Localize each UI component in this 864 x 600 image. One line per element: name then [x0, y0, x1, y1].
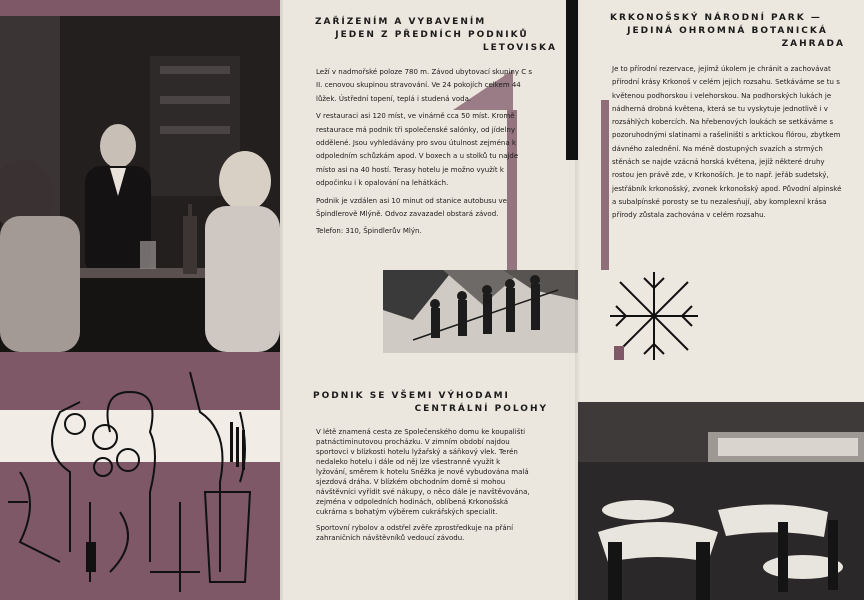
section3-heading-line3: ZAHRADA	[781, 39, 845, 49]
section1-heading	[307, 16, 557, 55]
section1-paragraph-1: Leží v nadmořské poloze 780 m. Závod ubytovací skupiny C s II. cenovou skupinou stravování. Ve 24 pokojích celkem 44 lůžek. Ústřední topení, teplá i studená voda.	[316, 68, 532, 103]
snowflake-star-ornament-icon	[606, 268, 702, 364]
section1-heading-line3: LETOVISKA	[482, 43, 557, 53]
section1-heading-line2: JEDEN Z PŘEDNÍCH PODNIKŮ	[335, 30, 529, 40]
section3-heading	[610, 12, 845, 51]
section3-heading-line2: JEDINÁ OHROMNÁ BOTANICKÁ	[627, 26, 828, 36]
section3-body: Je to přírodní rezervace, jejímž úkolem je chránit a zachovávat přírodní krásy Krkonoš v celém jejich rozsahu. Setkáváme se tu s květenou podhorskou i velehorskou. Na podhorských lukách je nádherná drobná květena, která se tu vyskytuje jednotlivě i v rozsáhlých kobercích. Na hřebenových loukách se setkáváme s pozoruhodnými slatinami a rašeliništi s arktickou flórou, zbytkem dávného zalednění. Na méně dostupných svazích a strmých stěnách se najde vzácná horská květena, jejíž některé druhy rostou jen právě zde, v Krkonoších. Je to např. jeřáb sudetský, jestřábník krkonošský, zvonek krkonošský apod. Původní alpinské a subalpínské porosty se tu nezalesňují, aby komplexní krása přírody zůstala zachována v celém rozsahu.	[612, 65, 842, 220]
section1-body	[316, 66, 534, 243]
section2-heading-line2: CENTRÁLNÍ POLOHY	[414, 404, 548, 414]
bottles-and-glasses-illustration	[0, 352, 280, 600]
left-panel	[0, 0, 280, 600]
section1-heading-line1: ZAŘÍZENÍM A VYBAVENÍM	[315, 17, 487, 27]
section2-heading	[313, 390, 548, 416]
section2-body	[316, 427, 531, 549]
mauve-vertical-bar	[601, 100, 609, 270]
restaurant-photo	[578, 402, 864, 600]
middle-panel	[283, 0, 578, 600]
skiers-photo-illustration	[383, 270, 578, 353]
section3-heading-line1: KRKONOŠSKÝ NÁRODNÍ PARK —	[610, 13, 822, 23]
fold-line-2	[575, 0, 581, 600]
bar-photo	[0, 16, 280, 352]
section2-paragraph-1: V létě znamená cesta ze Společenského domu ke koupališti patnáctiminutovou procházku. V zimním období najdou sportovci v blízkosti hotelu lyžařský a sáňkový vlek. Terén nedaleko hotelu i dále od něj lze všestranně využít k lyžování, směrem k hotelu Sněžka je nově vybudována malá sjezdová dráha. V blízkém obchodním domě si mohou návštěvníci vyřídit své nákupy, o něco dále je navštěvována, zejména v odpoledních hodinách, oblíbená Krkonošská cukrárna s bohatým výběrem cukrářských specialit.	[316, 428, 530, 516]
section2-paragraph-2: Sportovní rybolov a odstřel zvěře zprostředkuje na přání zahraničních návštěvníků vedoucí závodu.	[316, 524, 514, 542]
section1-paragraph-4: Telefon: 310, Špindlerův Mlýn.	[316, 227, 422, 236]
skiers-photo	[383, 270, 578, 353]
bar-photo-illustration	[0, 16, 280, 352]
right-panel	[578, 0, 864, 600]
restaurant-photo-illustration	[578, 402, 864, 600]
section2-heading-line1: PODNIK SE VŠEMI VÝHODAMI	[313, 391, 510, 401]
section1-paragraph-2: V restauraci asi 120 míst, ve vinárně cca 50 míst. Kromě restaurace má podnik tři společenské salónky, od jídelny oddělené. Jsou vyhledávány pro svou útulnost zejména k odpoledním schůzkám apod. V boxech a u stolků tu najde místo asi na 40 hostí. Terasy hotelu je možno využít k odpočinku i k opalování na lehátkách.	[316, 112, 519, 188]
section1-paragraph-3: Podnik je vzdálen asi 10 minut od stanice autobusu ve Špindlerově Mlýně. Odvoz zavazadel obstará závod.	[316, 196, 507, 219]
